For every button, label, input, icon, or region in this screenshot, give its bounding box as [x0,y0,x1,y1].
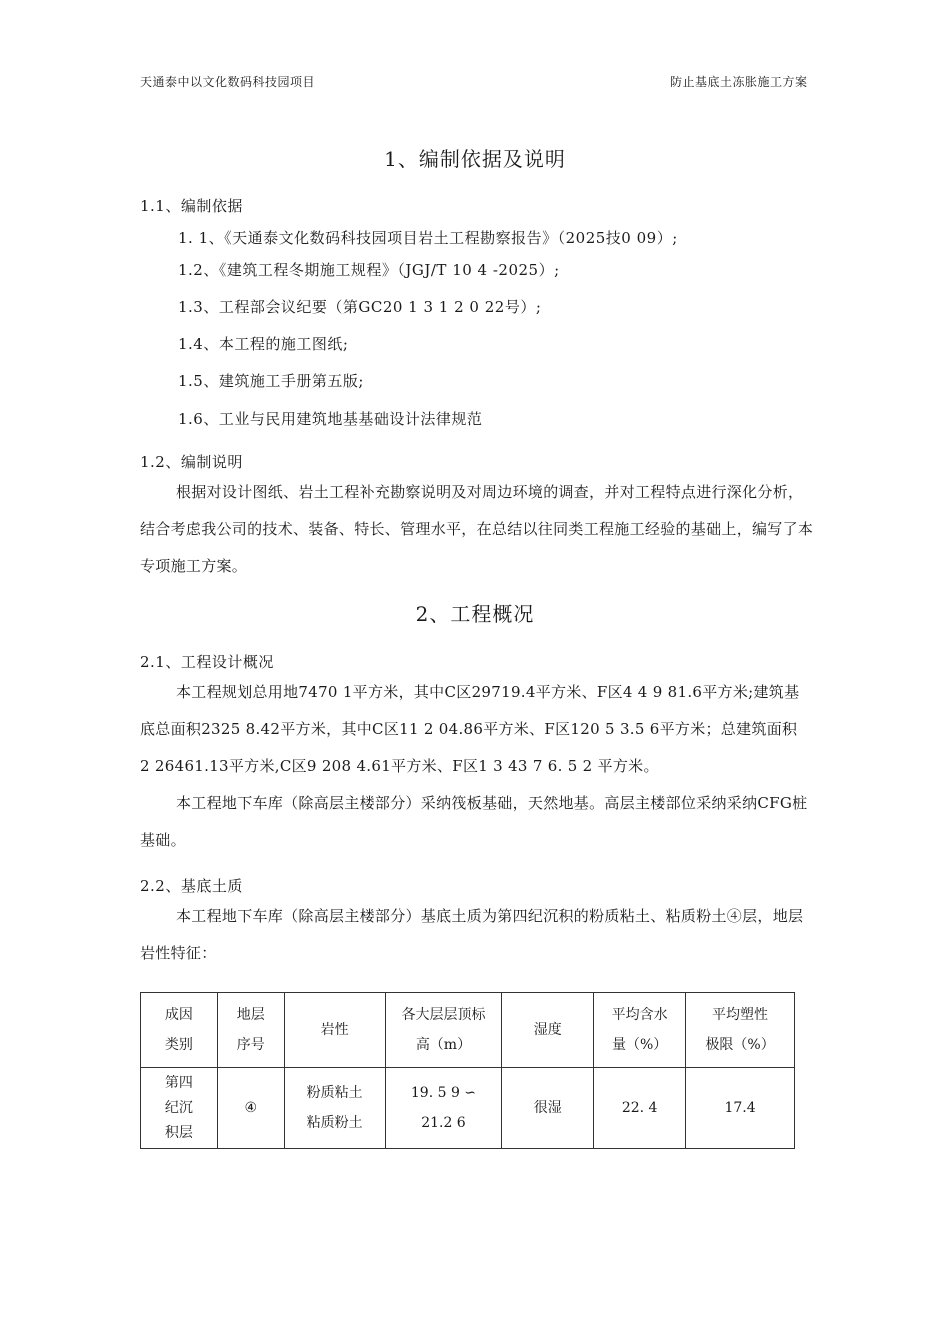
table-header-cell: 湿度 [502,993,594,1068]
compilation-description [140,474,940,585]
section1-1-title: 1.1、编制依据 [140,197,243,215]
design-overview-para2 [140,785,940,859]
basis-item-4: 1.4、本工程的施工图纸; [178,335,349,353]
paragraph-line: 2 26461.13平方米,C区9 208 4.61平方米、F区1 3 43 7 6. 5 2 平方米。 [140,757,659,775]
header-project-name: 天通泰中以文化数码科技园项目 [140,75,316,89]
basis-item-3: 1.3、工程部会议纪要（第GC20 1 3 1 2 0 22号）; [178,298,542,316]
paragraph-line: 基础。 [140,831,186,849]
soil-description [140,898,940,972]
paragraph-line: 专项施工方案。 [140,557,248,575]
section2-1-title: 2.1、工程设计概况 [140,653,274,671]
paragraph-line: 根据对设计图纸、岩土工程补充勘察说明及对周边环境的调查，并对工程特点进行深化分析， [176,483,804,501]
table-cell: 17.4 [686,1068,795,1149]
table-header-cell: 平均含水 量（%） [594,993,686,1068]
paragraph-line: 本工程规划总用地7470 1平方米，其中C区29719.4平方米、F区4 4 9 81.6平方米;建筑基 [176,683,800,701]
basis-item-5: 1.5、建筑施工手册第五版; [178,372,364,390]
paragraph-line: 结合考虑我公司的技术、装备、特长、管理水平，在总结以往同类工程施工经验的基础上，编写了本 [140,520,814,538]
paragraph-line: 岩性特征： [140,944,217,962]
table-header-row [141,993,795,1068]
basis-item-6: 1.6、工业与民用建筑地基基础设计法律规范 [178,410,483,428]
table-cell: 很湿 [502,1068,594,1149]
table-row [141,1068,795,1149]
design-overview-para1 [140,674,940,785]
section1-title: 1、编制依据及说明 [384,147,566,171]
basis-item-2: 1.2、《建筑工程冬期施工规程》（JGJ/T 10 4 -2025）; [178,261,560,279]
table-header-cell: 岩性 [284,993,385,1068]
table-cell: ④ [217,1068,284,1149]
paragraph-line: 底总面积2325 8.42平方米，其中C区11 2 04.86平方米、F区120 5 3.5 6平方米；总建筑面积 [140,720,798,738]
table-cell: 粉质粘土 粘质粉土 [284,1068,385,1149]
table-cell: 19. 5 9 ∽ 21.2 6 [385,1068,502,1149]
table-cell: 第四 纪沉 积层 [141,1068,218,1149]
table-header-cell: 地层 序号 [217,993,284,1068]
table-header-cell: 平均塑性 极限（%） [686,993,795,1068]
header-document-title: 防止基底土冻胀施工方案 [670,75,808,89]
section2-2-title: 2.2、基底土质 [140,877,243,895]
section1-2-title: 1.2、编制说明 [140,453,243,471]
section2-title: 2、工程概况 [415,602,535,626]
table-header-cell: 成因 类别 [141,993,218,1068]
table-header-cell: 各大层层顶标 高（m） [385,993,502,1068]
paragraph-line: 本工程地下车库（除高层主楼部分）基底土质为第四纪沉积的粉质粘土、粘质粉土④层，地层 [176,907,804,925]
paragraph-line: 本工程地下车库（除高层主楼部分）采纳筏板基础，天然地基。高层主楼部位采纳采纳CFG桩 [176,794,808,812]
basis-item-1: 1. 1、《天通泰文化数码科技园项目岩土工程勘察报告》（2025技0 09）; [178,229,678,247]
table-cell: 22. 4 [594,1068,686,1149]
soil-properties-table [140,992,795,1149]
